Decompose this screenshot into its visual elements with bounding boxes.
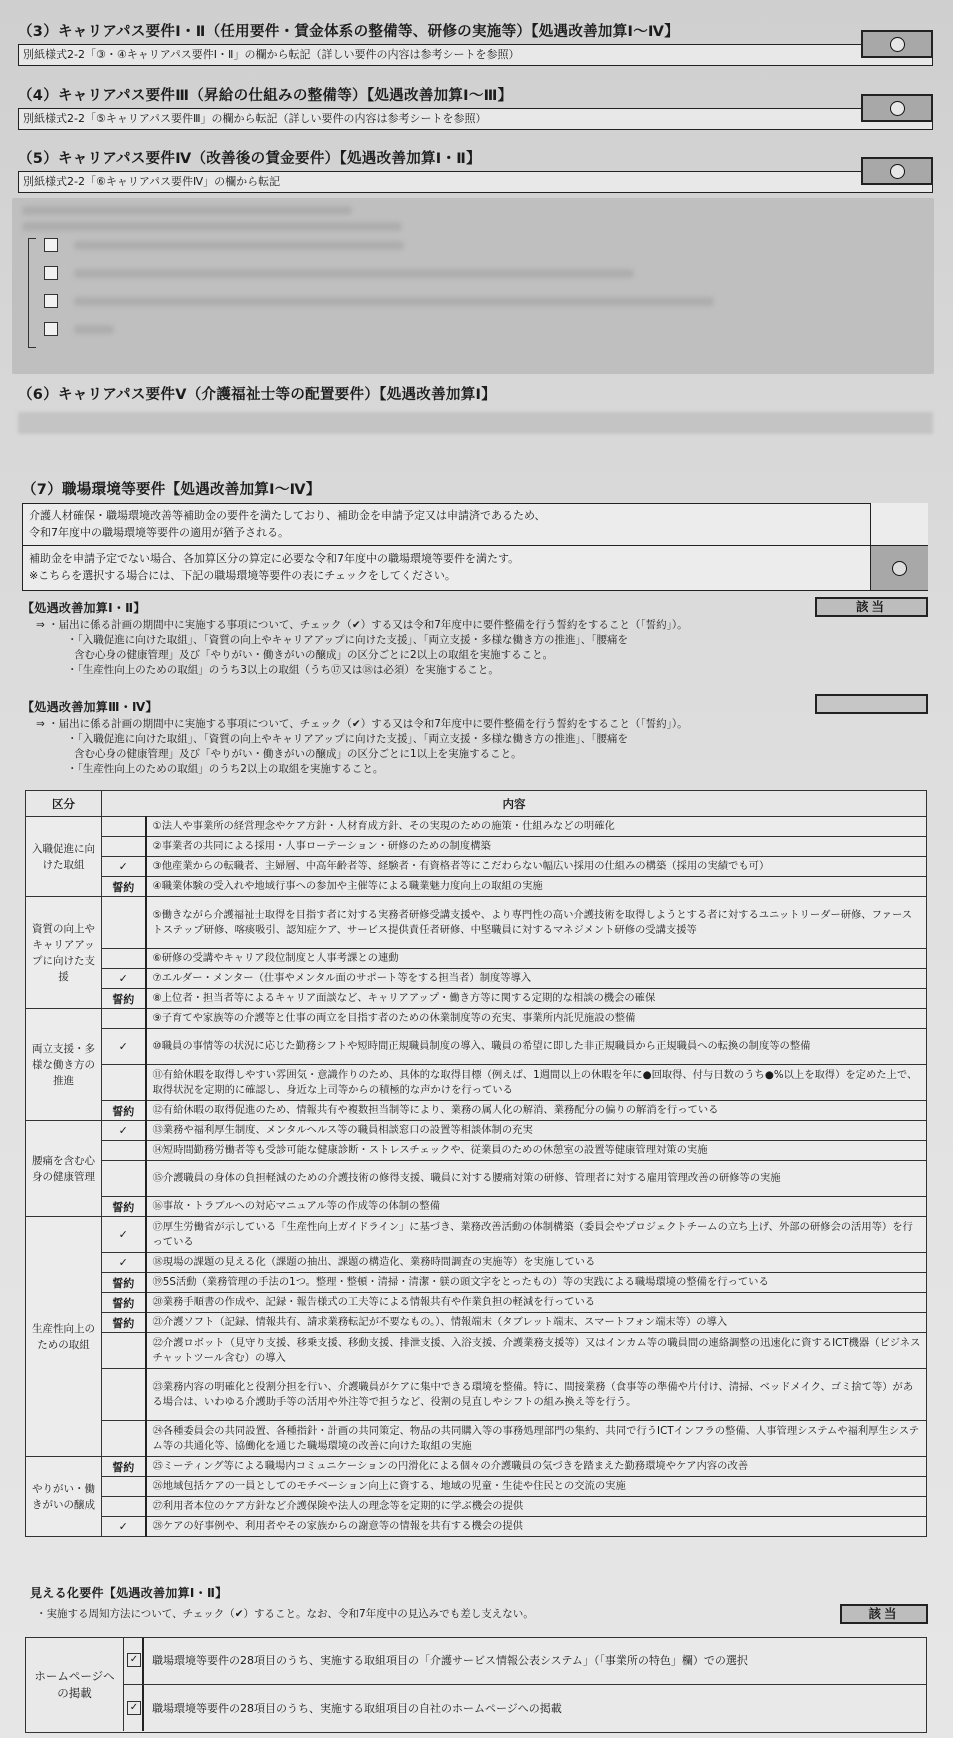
- header-content: 内容: [102, 791, 927, 817]
- option-subsidy-box[interactable]: [870, 503, 928, 545]
- row-text: ㉔各種委員会の共同設置、各種指針・計画の共同策定、物品の共同購入等の事務処理部門の集約、共同で行うICTインフラの整備、人事管理システムや福利厚生システム等の共通化等、協働化を通じた職場環境の改善に向けた取組の実施: [146, 1421, 927, 1457]
- table-row: [26, 1009, 927, 1029]
- row-check[interactable]: [102, 949, 146, 969]
- row-check[interactable]: 誓約: [102, 1101, 146, 1121]
- row-check[interactable]: [102, 1161, 146, 1197]
- row-check[interactable]: [102, 1333, 146, 1369]
- section-5-circle-box[interactable]: [861, 157, 933, 185]
- row-text: ⑦エルダー・メンター（仕事やメンタル面のサポート等をする担当者）制度等導入: [146, 969, 927, 989]
- table-row: [26, 1101, 927, 1121]
- table-row: [26, 1217, 927, 1253]
- table-row: [26, 989, 927, 1009]
- category-recruitment: 入職促進に向けた取組: [26, 817, 102, 897]
- section-5-note-text: 別紙様式2-2「⑥キャリアパス要件Ⅳ」の欄から転記: [23, 175, 281, 188]
- section-7-options: [22, 503, 928, 591]
- row-text: ㉗利用者本位のケア方針など介護保険や法人の理念等を定期的に学ぶ機会の提供: [146, 1497, 927, 1517]
- row-text: ⑧上位者・担当者等によるキャリア面談など、キャリアアップ・働き方等に関する定期的な相談の機会の確保: [146, 989, 927, 1009]
- section-7: [22, 478, 928, 591]
- selected-circle-icon: [892, 561, 907, 576]
- row-check[interactable]: [102, 817, 146, 837]
- row-check[interactable]: ✓: [102, 1253, 146, 1273]
- row-text: ⑫有給休暇の取得促進のため、情報共有や複数担当制等により、業務の属人化の解消、業務配分の偏りの解消を行っている: [146, 1101, 927, 1121]
- visibility-badge: 該当: [840, 1604, 928, 1624]
- row-text: ⑳業務手順書の作成や、記録・報告様式の工夫等による情報共有や作業負担の軽減を行っている: [146, 1293, 927, 1313]
- table-row: [26, 817, 927, 837]
- row-text: ⑰厚生労働省が示している「生産性向上ガイドライン」に基づき、業務改善活動の体制構築（委員会やプロジェクトチームの立ち上げ、外部の研修会の活用等）を行っている: [146, 1217, 927, 1253]
- row-text: ⑬業務や福利厚生制度、メンタルヘルス等の職員相談窓口の設置等相談体制の充実: [146, 1121, 927, 1141]
- section-4-title: （4）キャリアパス要件Ⅲ（昇給の仕組みの整備等）【処遇改善加算Ⅰ～Ⅲ】: [18, 88, 513, 104]
- table-row: [26, 1517, 927, 1537]
- addition-1-2-line2: ・「入職促進に向けた取組」、「資質の向上やキャリアアップに向けた支援」、「両立支援・多様な働き方の推進」、「腰痛を: [67, 634, 629, 646]
- visibility-title: 見える化要件【処遇改善加算Ⅰ・Ⅱ】: [30, 1586, 228, 1600]
- addition-1-2-badge: 該当: [815, 597, 928, 617]
- category-motivation: やりがい・働きがいの醸成: [26, 1457, 102, 1537]
- table-row: [26, 1197, 927, 1217]
- row-check[interactable]: 誓約: [102, 1273, 146, 1293]
- row-check[interactable]: [102, 1141, 146, 1161]
- addition-3-4-line2: ・「入職促進に向けた取組」、「資質の向上やキャリアアップに向けた支援」、「両立支援・多様な働き方の推進」、「腰痛を: [67, 733, 629, 745]
- checkbox-checked-icon[interactable]: ✓: [127, 1653, 141, 1667]
- row-text: ㉑介護ソフト（記録、情報共有、請求業務転記が不要なもの。）、情報端末（タブレット端末、スマートフォン端末等）の導入: [146, 1313, 927, 1333]
- row-text: ㉘ケアの好事例や、利用者やその家族からの謝意等の情報を共有する機会の提供: [146, 1517, 927, 1537]
- row-text: ⑱現場の課題の見える化（課題の抽出、課題の構造化、業務時間調査の実施等）を実施している: [146, 1253, 927, 1273]
- homepage-table: [25, 1637, 927, 1733]
- row-text: ㉓業務内容の明確化と役割分担を行い、介護職員がケアに集中できる環境を整備。特に、間接業務（食事等の準備や片付け、清掃、ベッドメイク、ゴミ捨て等）がある場合は、いわゆる介護助手等の活用や外注等で担うなど、役割の見直しやシフトの組み換え等を行う。: [146, 1369, 927, 1421]
- option-no-subsidy-box[interactable]: [870, 546, 928, 590]
- section-3-note: [18, 44, 933, 66]
- obscured-line: [18, 412, 933, 434]
- row-text: ⑨子育てや家族等の介護等と仕事の両立を目指す者のための休業制度等の充実、事業所内託児施設の整備: [146, 1009, 927, 1029]
- row-check[interactable]: 誓約: [102, 1457, 146, 1477]
- table-row: [26, 1369, 927, 1421]
- table-row: [26, 897, 927, 949]
- table-row: [26, 1065, 927, 1101]
- row-check[interactable]: 誓約: [102, 877, 146, 897]
- row-check[interactable]: ✓: [102, 969, 146, 989]
- option-subsidy: [23, 504, 927, 546]
- section-4-note-text: 別紙様式2-2「⑤キャリアパス要件Ⅲ」の欄から転記（詳しい要件の内容は参考シートを参照）: [23, 112, 487, 125]
- row-check[interactable]: [102, 1421, 146, 1457]
- row-text: ㉒介護ロボット（見守り支援、移乗支援、移動支援、排泄支援、入浴支援、介護業務支援等）又はインカム等の職員間の連絡調整の迅速化に資するICT機器（ビジネスチャットツール含む）の導入: [146, 1333, 927, 1369]
- row-check[interactable]: [102, 1477, 146, 1497]
- table-row: [26, 1333, 927, 1369]
- row-text: ⑲5S活動（業務管理の手法の1つ。整理・整頓・清掃・清潔・躾の頭文字をとったもの）等の実践による職場環境の整備を行っている: [146, 1273, 927, 1293]
- section-5-note: [18, 171, 933, 193]
- table-row: [26, 1313, 927, 1333]
- section-5-title: （5）キャリアパス要件Ⅳ（改善後の賃金要件）【処遇改善加算Ⅰ・Ⅱ】: [18, 151, 481, 167]
- row-check[interactable]: 誓約: [102, 989, 146, 1009]
- table-row: [26, 1161, 927, 1197]
- row-text: ①法人や事業所の経営理念やケア方針・人材育成方針、その実現のための施策・仕組みなどの明確化: [146, 817, 927, 837]
- row-check[interactable]: ✓: [102, 857, 146, 877]
- table-row: [26, 1477, 927, 1497]
- table-row: [26, 1497, 927, 1517]
- addition-3-4-title: 【処遇改善加算Ⅲ・Ⅳ】: [22, 700, 158, 714]
- row-check[interactable]: [102, 1065, 146, 1101]
- option-no-subsidy-line1: 補助金を申請予定でない場合、各加算区分の算定に必要な令和7年度中の職場環境等要件を満たす。: [29, 552, 520, 565]
- addition-3-4-line1: ⇒ ・届出に係る計画の期間中に実施する事項について、チェック（✔）する又は令和7年度中に要件整備を行う誓約をすること（「誓約」）。: [36, 718, 688, 730]
- row-check[interactable]: ✓: [102, 1029, 146, 1065]
- table-row: [26, 949, 927, 969]
- section-3-circle-box[interactable]: [861, 30, 933, 58]
- checkbox[interactable]: [44, 266, 58, 280]
- row-check[interactable]: 誓約: [102, 1313, 146, 1333]
- addition-1-2-line3: 含む心身の健康管理」及び「やりがい・働きがいの醸成」の区分ごとに2以上の取組を実施すること。: [74, 649, 554, 661]
- addition-1-2: [22, 599, 928, 678]
- section-3-title: （3）キャリアパス要件Ⅰ・Ⅱ（任用要件・賃金体系の整備等、研修の実施等）【処遇改善加算Ⅰ～Ⅳ】: [18, 24, 680, 40]
- option-no-subsidy-line2: ※こちらを選択する場合には、下記の職場環境等要件の表にチェックをしてください。: [29, 569, 456, 582]
- row-text: ③他産業からの転職者、主婦層、中高年齢者等、経験者・有資格者等にこだわらない幅広い採用の仕組みの構築（採用の実績でも可）: [146, 857, 927, 877]
- row-check[interactable]: ✓: [102, 1121, 146, 1141]
- section-4-circle-box[interactable]: [861, 94, 933, 122]
- table-header: [26, 791, 927, 817]
- section-5: [18, 147, 933, 193]
- selected-circle-icon: [890, 37, 905, 52]
- homepage-option-2: 職場環境等要件の28項目のうち、実施する取組項目の自社のホームページへの掲載: [152, 1702, 562, 1715]
- table-row: [26, 1273, 927, 1293]
- table-row: [26, 1121, 927, 1141]
- row-text: ⑤働きながら介護福祉士取得を目指す者に対する実務者研修受講支援や、より専門性の高い介護技術を取得しようとする者に対するユニットリーダー研修、ファーストステップ研修、喀痰吸引、認知症ケア、サービス提供責任者研修、中堅職員に対するマネジメント研修の受講支援等: [146, 897, 927, 949]
- section-3-note-text: 別紙様式2-2「③・④キャリアパス要件Ⅰ・Ⅱ」の欄から転記（詳しい要件の内容は参考シートを参照）: [23, 48, 520, 61]
- row-text: ⑯事故・トラブルへの対応マニュアル等の作成等の体制の整備: [146, 1197, 927, 1217]
- section-4: [18, 84, 933, 130]
- category-skill-up: 資質の向上やキャリアアップに向けた支援: [26, 897, 102, 1009]
- obscured-region: [12, 198, 934, 374]
- addition-3-4-line4: ・「生産性向上のための取組」のうち2以上の取組を実施すること。: [67, 763, 384, 775]
- table-row: [26, 1421, 927, 1457]
- addition-3-4-badge[interactable]: [815, 694, 928, 714]
- addition-1-2-line4: ・「生産性向上のための取組」のうち3以上の取組（うち⑰又は⑱は必須）を実施すること。: [67, 664, 499, 676]
- table-row: [26, 857, 927, 877]
- row-text: ⑪有給休暇を取得しやすい雰囲気・意識作りのため、具体的な取得目標（例えば、1週間以上の休暇を年に●回取得、付与日数のうち●%以上を取得）を定めた上で、取得状況を定期的に確認し、身近な上司等からの積極的な声かけを行っている: [146, 1065, 927, 1101]
- header-category: 区分: [26, 791, 102, 817]
- checkbox[interactable]: [44, 294, 58, 308]
- row-text: ⑮介護職員の身体の負担軽減のための介護技術の修得支援、職員に対する腰痛対策の研修、管理者に対する雇用管理改善の研修等の実施: [146, 1161, 927, 1197]
- visibility-section: [30, 1584, 928, 1622]
- row-text: ⑥研修の受講やキャリア段位制度と人事考課との連動: [146, 949, 927, 969]
- addition-1-2-title: 【処遇改善加算Ⅰ・Ⅱ】: [22, 601, 146, 615]
- addition-3-4-line3: 含む心身の健康管理」及び「やりがい・働きがいの醸成」の区分ごとに1以上を実施すること。: [74, 748, 522, 760]
- visibility-note: ・実施する周知方法について、チェック（✔）すること。なお、令和7年度中の見込みでも差し支えない。: [36, 1608, 534, 1620]
- section-3: [18, 20, 933, 66]
- row-check[interactable]: [102, 837, 146, 857]
- row-check[interactable]: [102, 897, 146, 949]
- table-row: [26, 1029, 927, 1065]
- option-subsidy-line1: 介護人材確保・職場環境改善等補助金の要件を満たしており、補助金を申請予定又は申請済であるため、: [29, 509, 546, 522]
- checkbox-checked-icon[interactable]: ✓: [127, 1701, 141, 1715]
- table-row: [26, 837, 927, 857]
- table-row: [26, 969, 927, 989]
- row-text: ㉖地域包括ケアの一員としてのモチベーション向上に資する、地域の児童・生徒や住民との交流の実施: [146, 1477, 927, 1497]
- category-health: 腰痛を含む心身の健康管理: [26, 1121, 102, 1217]
- selected-circle-icon: [890, 164, 905, 179]
- table-row: [26, 1253, 927, 1273]
- row-check[interactable]: ✓: [102, 1217, 146, 1253]
- table-row: [26, 1141, 927, 1161]
- addition-3-4: [22, 698, 928, 777]
- bracket: [28, 238, 36, 348]
- section-4-note: [18, 108, 933, 130]
- checkbox[interactable]: [44, 322, 58, 336]
- section-6: [18, 383, 933, 434]
- section-6-title: （6）キャリアパス要件Ⅴ（介護福祉士等の配置要件）【処遇改善加算Ⅰ】: [18, 387, 496, 403]
- row-text: ④職業体験の受入れや地域行事への参加や主催等による職業魅力度向上の取組の実施: [146, 877, 927, 897]
- row-check[interactable]: [102, 1369, 146, 1421]
- row-check[interactable]: 誓約: [102, 1197, 146, 1217]
- option-no-subsidy: [23, 546, 927, 590]
- table-row: [26, 877, 927, 897]
- row-check[interactable]: 誓約: [102, 1293, 146, 1313]
- category-work-balance: 両立支援・多様な働き方の推進: [26, 1009, 102, 1121]
- addition-1-2-line1: ⇒ ・届出に係る計画の期間中に実施する事項について、チェック（✔）する又は令和7年度中に要件整備を行う誓約をすること（「誓約」）。: [36, 619, 688, 631]
- row-check[interactable]: [102, 1497, 146, 1517]
- row-text: ⑭短時間勤務労働者等も受診可能な健康診断・ストレスチェックや、従業員のための休憩室の設置等健康管理対策の実施: [146, 1141, 927, 1161]
- row-text: ⑩職員の事情等の状況に応じた勤務シフトや短時間正規職員制度の導入、職員の希望に即した非正規職員から正規職員への転換の制度等の整備: [146, 1029, 927, 1065]
- table-row: [26, 1293, 927, 1313]
- row-check[interactable]: ✓: [102, 1517, 146, 1537]
- workplace-requirements-table: [25, 790, 927, 1537]
- checkbox[interactable]: [44, 238, 58, 252]
- row-text: ㉕ミーティング等による職場内コミュニケーションの円滑化による個々の介護職員の気づきを踏まえた勤務環境やケア内容の改善: [146, 1457, 927, 1477]
- row-divider: [124, 1684, 926, 1685]
- row-text: ②事業者の共同による採用・人事ローテーション・研修のための制度構築: [146, 837, 927, 857]
- selected-circle-icon: [890, 101, 905, 116]
- option-subsidy-line2: 令和7年度中の職場環境等要件の適用が猶予される。: [29, 526, 289, 539]
- homepage-label: ホームページへの掲載: [26, 1638, 124, 1731]
- section-7-title: （7）職場環境等要件【処遇改善加算Ⅰ～Ⅳ】: [22, 482, 321, 498]
- category-productivity: 生産性向上のための取組: [26, 1217, 102, 1457]
- row-check[interactable]: [102, 1009, 146, 1029]
- homepage-option-1: 職場環境等要件の28項目のうち、実施する取組項目の「介護サービス情報公表システム」（「事業所の特色」欄）での選択: [152, 1654, 748, 1667]
- table-row: [26, 1457, 927, 1477]
